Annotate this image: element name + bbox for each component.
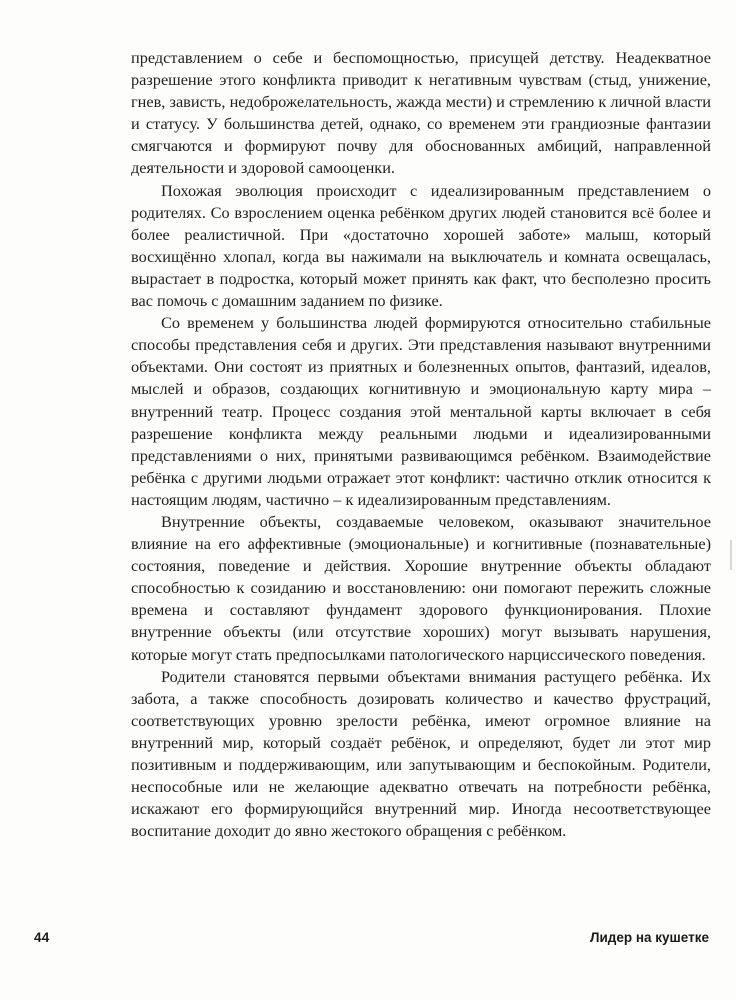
paragraph-5: Родители становятся первыми объектами внимания растущего ребёнка. Их забота, а также способность дозировать количество и качество фрустраций, соответствующих уровню зрелости ребёнка, имеют огромное влияние на внутренний мир, который создаёт ребёнок, и определяют, будет ли этот мир позитивным и поддерживающим, или запутывающим и беспокойным. Родители, неспособные или не желающие адекватно отвечать на потребности ребёнка, искажают его формирующийся внутренний мир. Иногда несоответствующее воспитание доходит до явно жестокого обращения с ребёнком.: [131, 666, 711, 841]
paragraph-4: Внутренние объекты, создаваемые человеком, оказывают значительное влияние на его аффективные (эмоциональные) и когнитивные (познавательные) состояния, поведение и действия. Хорошие внутренние объекты обладают способностью к созиданию и восстановлению: они помогают пережить сложные времена и составляют фундамент здорового функционирования. Плохие внутренние объекты (или отсутствие хороших) могут вызывать нарушения, которые могут стать предпосылками патологического нарциссического поведения.: [131, 511, 711, 664]
page-edge-mark: [730, 540, 732, 570]
body-text: [131, 47, 711, 842]
paragraph-3: Со временем у большинства людей формируются относительно стабильные способы представления себя и других. Эти представления называют внутренними объектами. Они состоят из приятных и болезненных опытов, фантазий, идеалов, мыслей и образов, создающих когнитивную и эмоциональную карту мира – внутренний театр. Процесс создания этой ментальной карты включает в себя разрешение конфликта между реальными людьми и идеализированными представлениями о них, принятыми развивающимся ребёнком. Взаимодействие ребёнка с другими людьми отражает этот конфликт: частично отклик относится к настоящим людям, частично – к идеализированным представлениям.: [131, 313, 711, 509]
page-number: 44: [34, 930, 50, 945]
paragraph-2: Похожая эволюция происходит с идеализированным представлением о родителях. Со взрослением оценка ребёнком других людей становится всё более и более реалистичной. При «достаточно хорошей заботе» малыш, который восхищённо хлопал, когда вы нажимали на выключатель и комната освещалась, вырастает в подростка, который может принять как факт, что бесполезно просить вас помочь с домашним заданием по физике.: [131, 180, 711, 311]
running-title: Лидер на кушетке: [590, 930, 709, 945]
paragraph-1: представлением о себе и беспомощностью, присущей детству. Неадекватное разрешение этого конфликта приводит к негативным чувствам (стыд, унижение, гнев, зависть, недоброжелательность, жажда мести) и стремлению к личной власти и статусу. У большинства детей, однако, со временем эти грандиозные фантазии смягчаются и формируют почву для обоснованных амбиций, направленной деятельности и здоровой самооценки.: [131, 48, 711, 178]
